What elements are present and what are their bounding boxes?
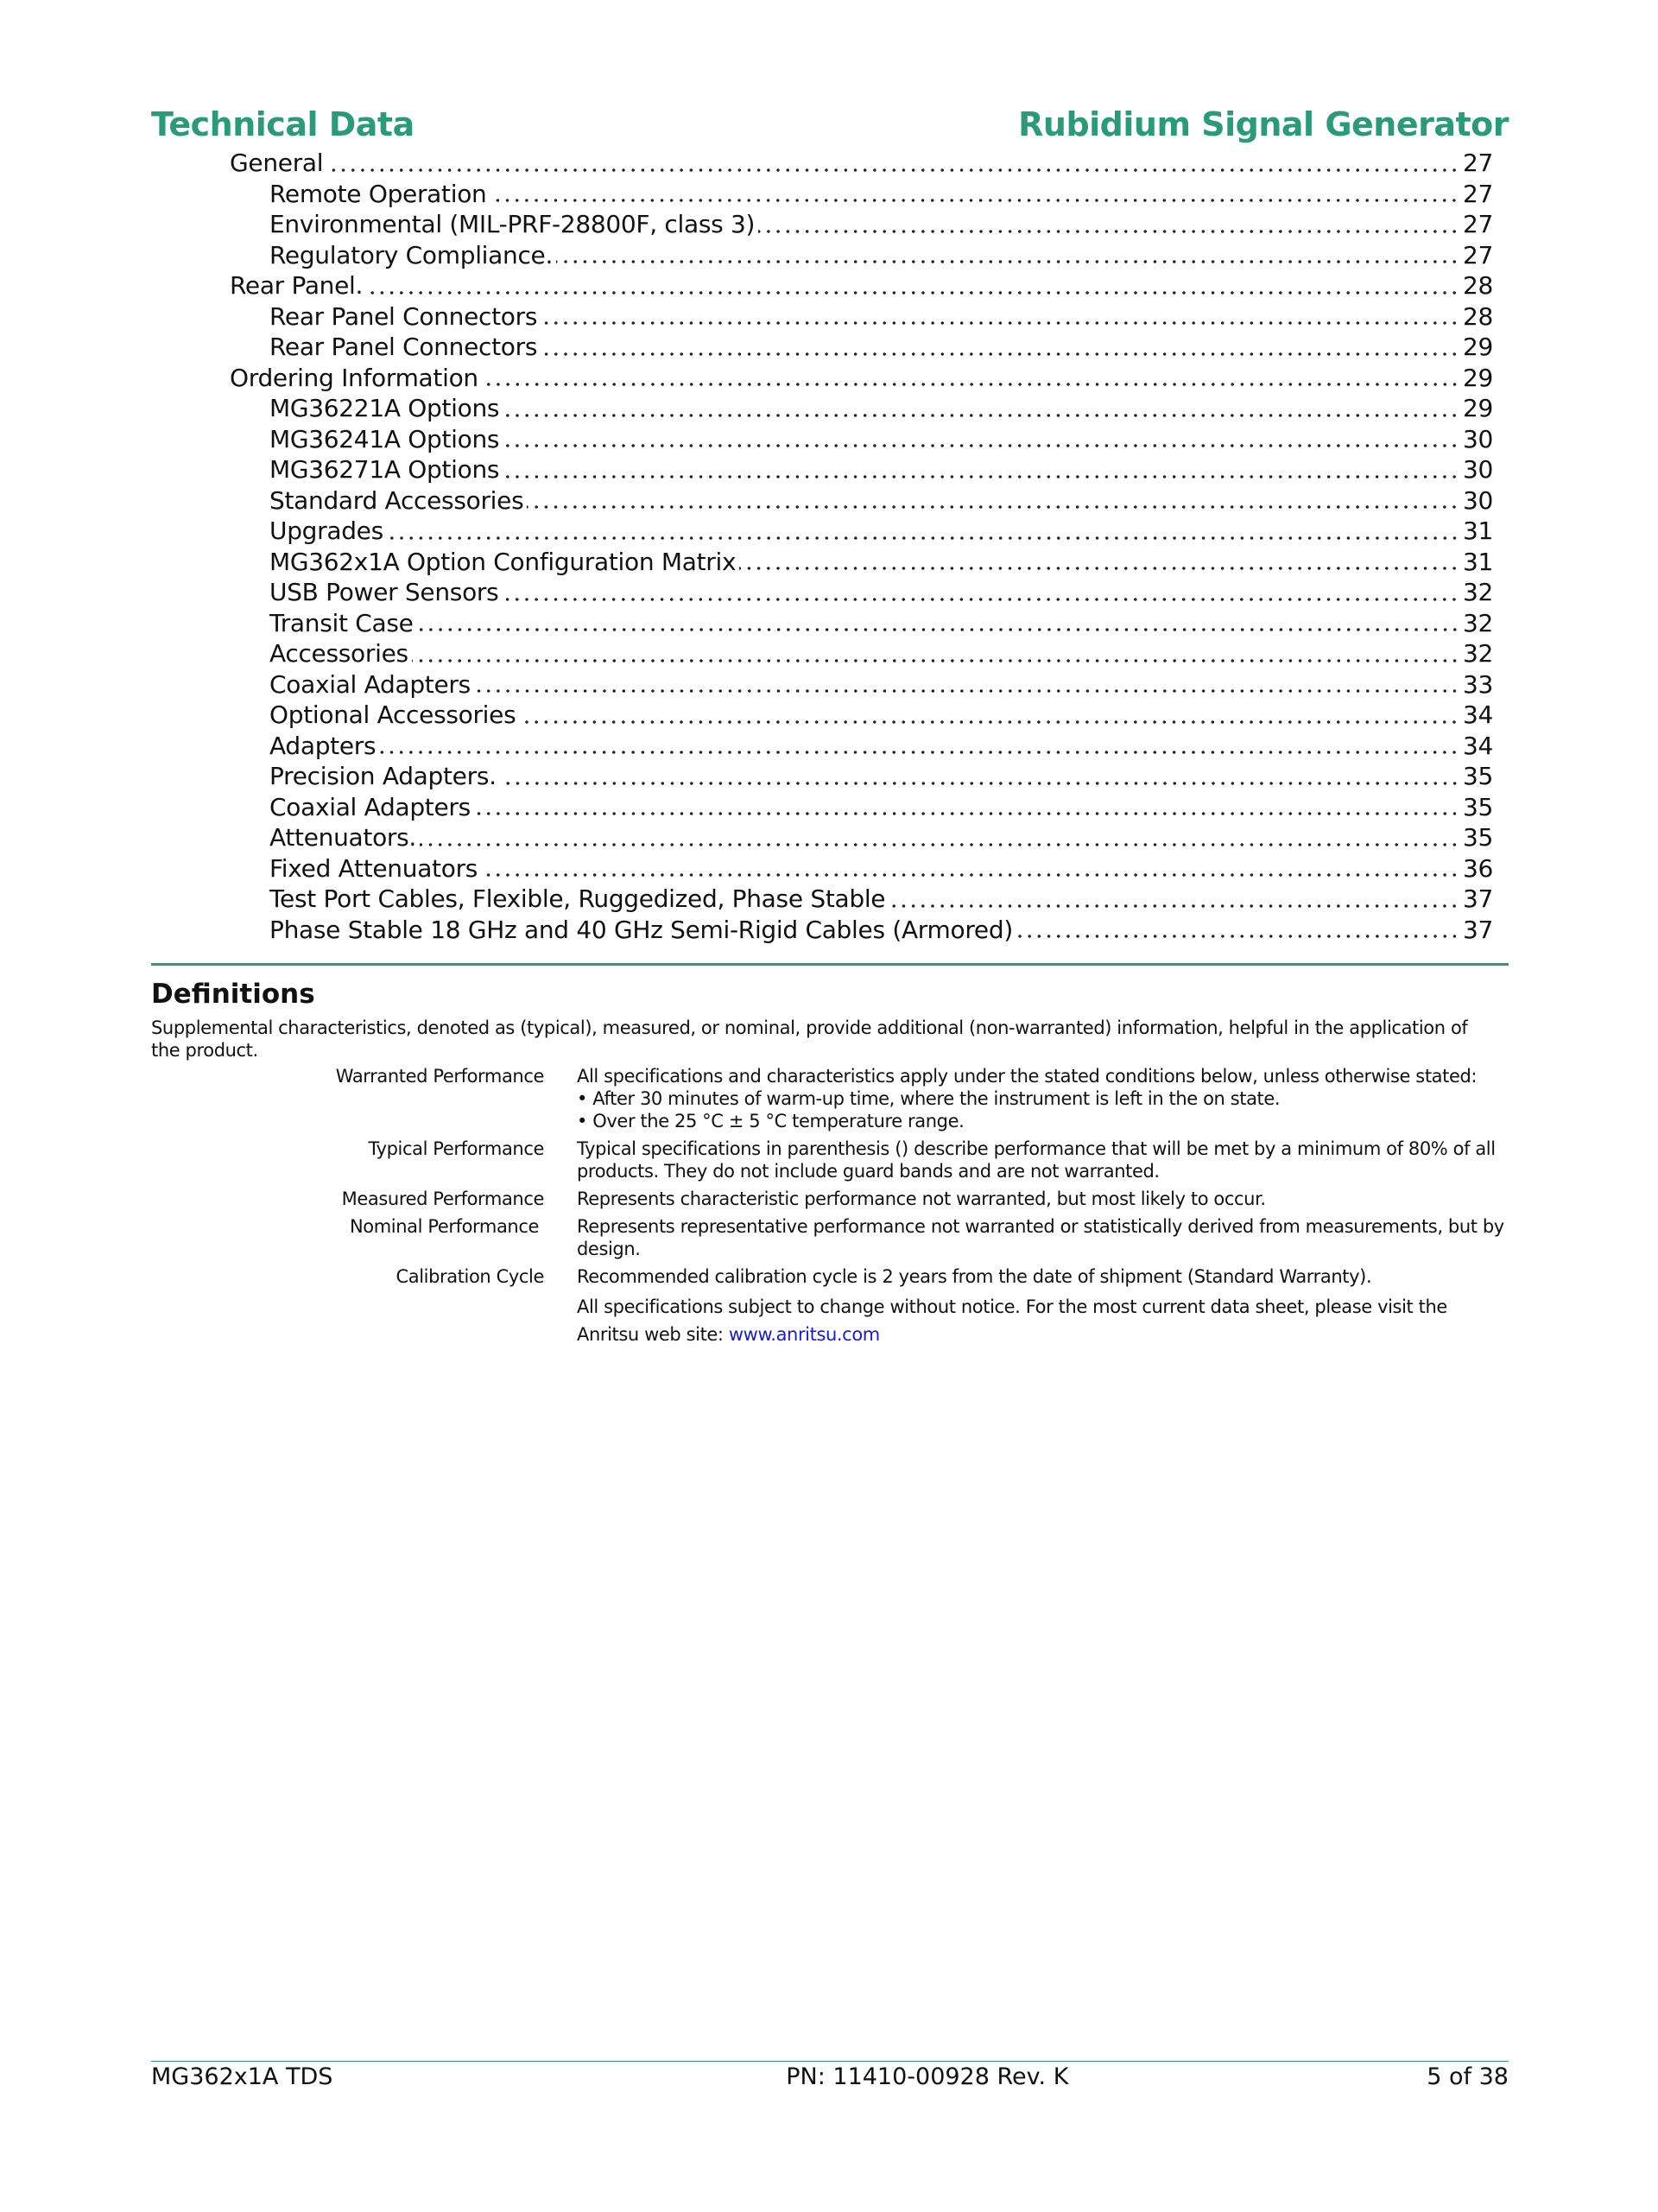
bullet-item: • Over the 25 °C ± 5 °C temperature range. [577, 1110, 1509, 1132]
toc-entry[interactable] [151, 333, 1493, 364]
toc-entry[interactable] [151, 364, 1493, 395]
dot-leader [490, 199, 1459, 202]
footer-page-number: 5 of 38 [1427, 2063, 1509, 2090]
definitions-heading: Definitions [151, 979, 315, 1010]
toc-label: Coaxial Adapters [269, 669, 471, 699]
toc-label: General [230, 149, 324, 177]
dot-leader [503, 444, 1459, 447]
definition-term: Nominal Performance [349, 1216, 539, 1237]
toc-entry[interactable] [151, 854, 1493, 885]
definitions-intro: Supplemental characteristics, denoted as (typical), measured, or nominal, provide additional (non-warranted) information, helpful in the application of the product. [151, 1017, 1468, 1061]
definition-text: Represents representative performance not warranted or statistically derived from measurements, but by design. [577, 1216, 1504, 1259]
dot-leader [474, 689, 1459, 693]
definition-term: Calibration Cycle [396, 1266, 544, 1287]
toc-page: 28 [1462, 301, 1493, 331]
notice-text [577, 1293, 1509, 1348]
toc-entry[interactable] [151, 455, 1493, 486]
toc-page: 33 [1462, 669, 1493, 699]
footer-doc-name: MG362x1A TDS [151, 2063, 333, 2090]
dot-leader [519, 720, 1459, 724]
toc-page: 29 [1462, 394, 1493, 422]
section-divider [151, 963, 1509, 966]
dot-leader [556, 260, 1459, 263]
definition-row [151, 1265, 1509, 1288]
dot-leader [482, 383, 1459, 386]
toc-page: 28 [1462, 271, 1493, 300]
toc-entry[interactable] [151, 578, 1493, 609]
dot-leader [503, 414, 1459, 417]
toc-entry[interactable] [151, 639, 1493, 670]
toc-label: Test Port Cables, Flexible, Ruggedized, Phase Stable [269, 884, 886, 913]
toc-label: Phase Stable 18 GHz and 40 GHz Semi-Rigid Cables (Armored) [269, 915, 1013, 944]
dot-leader [481, 873, 1459, 877]
definition-term: Warranted Performance [335, 1066, 544, 1087]
toc-label: MG362x1A Option Configuration Matrix [269, 547, 737, 576]
footer-part-number: PN: 11410-00928 Rev. K [786, 2063, 1069, 2090]
definition-text: Typical specifications in parenthesis () describe performance that will be met by a minimum of 80% of all products. They do not include guard bands and are not warranted. [577, 1138, 1496, 1182]
toc-page: 35 [1462, 792, 1493, 821]
toc-label: Ordering Information [230, 363, 478, 392]
toc-page: 27 [1462, 149, 1493, 177]
toc-entry[interactable] [151, 916, 1493, 947]
toc-entry[interactable] [151, 302, 1493, 333]
toc-label: Transit Case [269, 608, 414, 637]
dot-leader [474, 812, 1459, 815]
toc-page: 30 [1462, 424, 1493, 453]
dot-leader [326, 168, 1459, 172]
page-footer [151, 2063, 1509, 2090]
toc-label: Coaxial Adapters [269, 792, 471, 821]
definition-row [151, 1188, 1509, 1210]
definition-term: Measured Performance [341, 1188, 544, 1209]
dot-leader [1016, 935, 1459, 938]
definition-term: Typical Performance [368, 1138, 544, 1159]
toc-entry[interactable] [151, 762, 1493, 793]
definition-text: Represents characteristic performance not warranted, but most likely to occur. [577, 1188, 1266, 1209]
toc-entry[interactable] [151, 271, 1493, 302]
toc-label: Attenuators. [269, 823, 417, 852]
toc-entry[interactable] [151, 394, 1493, 425]
toc-page: 35 [1462, 823, 1493, 852]
definition-text: Recommended calibration cycle is 2 years from the date of shipment (Standard Warranty). [577, 1266, 1372, 1287]
definitions-table [151, 1065, 1509, 1353]
section-title: Technical Data [151, 105, 414, 143]
toc-label: Precision Adapters. [269, 762, 497, 790]
dot-leader [503, 475, 1459, 479]
dot-leader [379, 751, 1459, 754]
toc-page: 30 [1462, 485, 1493, 515]
notice-body: All specifications subject to change without notice. For the most current data sheet, please visit the Anritsu web site: [577, 1296, 1447, 1345]
dot-leader [417, 628, 1459, 631]
dot-leader [541, 352, 1459, 356]
dot-leader [758, 230, 1459, 233]
toc-page: 34 [1462, 700, 1493, 729]
toc-page: 36 [1462, 853, 1493, 883]
toc-label: MG36271A Options [269, 455, 500, 484]
notice-row [151, 1293, 1509, 1348]
dot-leader [541, 321, 1459, 325]
dot-leader [387, 536, 1459, 540]
toc-entry[interactable] [151, 517, 1493, 548]
dot-leader [889, 904, 1459, 908]
toc-label: Upgrades [269, 517, 383, 545]
toc-label: Adapters [269, 731, 377, 760]
toc-entry[interactable] [151, 149, 1493, 180]
definition-row [151, 1215, 1509, 1260]
toc-entry[interactable] [151, 241, 1493, 272]
toc-page: 34 [1462, 731, 1493, 760]
toc-label: Accessories [269, 639, 408, 668]
dot-leader [412, 659, 1459, 662]
toc-page: 32 [1462, 578, 1493, 606]
toc-label: USB Power Sensors [269, 578, 499, 606]
bullet-list [577, 1087, 1509, 1132]
toc-page: 37 [1462, 884, 1493, 913]
dot-leader [500, 782, 1459, 785]
toc-page: 27 [1462, 210, 1493, 238]
toc-page: 31 [1462, 517, 1493, 545]
toc-page: 31 [1462, 547, 1493, 576]
spacer [151, 1293, 544, 1348]
definition-row [151, 1065, 1509, 1132]
toc-page: 32 [1462, 639, 1493, 668]
toc-label: MG36241A Options [269, 424, 500, 453]
toc-entry[interactable] [151, 732, 1493, 763]
dot-leader [739, 567, 1459, 570]
toc-label: Fixed Attenuators [269, 853, 478, 883]
toc-page: 29 [1462, 333, 1493, 361]
toc-entry[interactable] [151, 609, 1493, 640]
dot-leader [420, 843, 1459, 846]
toc-page: 27 [1462, 179, 1493, 208]
product-title: Rubidium Signal Generator [1018, 105, 1509, 143]
toc-label: Remote Operation [269, 179, 487, 208]
toc-page: 32 [1462, 608, 1493, 637]
toc-entry[interactable] [151, 486, 1493, 517]
toc-entry[interactable] [151, 884, 1493, 916]
toc-label: Environmental (MIL-PRF-28800F, class 3) [269, 210, 756, 238]
definition-row [151, 1138, 1509, 1182]
dot-leader [527, 505, 1459, 509]
toc-entry[interactable] [151, 793, 1493, 824]
footer-divider [151, 2061, 1509, 2062]
bullet-item: • After 30 minutes of warm-up time, where the instrument is left in the on state. [577, 1087, 1509, 1110]
toc-entry[interactable] [151, 180, 1493, 211]
toc-page: 27 [1462, 240, 1493, 269]
definition-text-main: All specifications and characteristics apply under the stated conditions below, unless otherwise stated: [577, 1066, 1478, 1087]
toc-label: Optional Accessories [269, 700, 516, 729]
toc-entry[interactable] [151, 823, 1493, 854]
toc-label: Standard Accessories [269, 485, 524, 515]
toc-entry[interactable] [151, 548, 1493, 579]
table-of-contents [151, 149, 1493, 946]
toc-entry[interactable] [151, 670, 1493, 701]
toc-page: 29 [1462, 363, 1493, 392]
definition-text [577, 1065, 1509, 1132]
toc-page: 30 [1462, 455, 1493, 484]
dot-leader [502, 598, 1459, 601]
toc-entry[interactable] [151, 210, 1493, 241]
toc-page: 37 [1462, 915, 1493, 944]
toc-label: Regulatory Compliance. [269, 240, 554, 269]
dot-leader [366, 291, 1459, 295]
toc-entry[interactable] [151, 700, 1493, 732]
toc-page: 35 [1462, 762, 1493, 790]
toc-label: Rear Panel. [230, 271, 364, 300]
anritsu-link[interactable]: www.anritsu.com [728, 1324, 880, 1345]
toc-label: Rear Panel Connectors [269, 301, 538, 331]
toc-label: Rear Panel Connectors [269, 333, 538, 361]
toc-label: MG36221A Options [269, 394, 500, 422]
page-header [151, 105, 1509, 143]
toc-entry[interactable] [151, 425, 1493, 456]
